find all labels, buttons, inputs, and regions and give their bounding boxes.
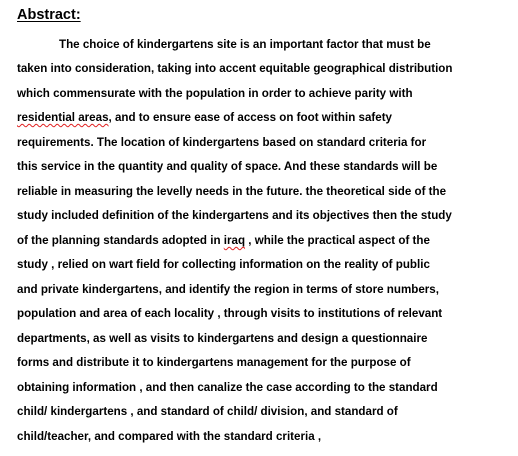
text-line-9-end: , while the practical aspect of the xyxy=(245,234,430,247)
text-line-15: obtaining information , and then canalize the case according to the standard xyxy=(17,381,438,394)
text-line-6: this service in the quantity and quality of space. And these standards will be xyxy=(17,160,438,173)
abstract-heading: Abstract: xyxy=(17,7,81,23)
text-line-4 xyxy=(17,110,392,126)
text-line-8: study included definition of the kindergartens and its objectives then the study xyxy=(17,209,452,222)
text-line-4-rest: , and to ensure ease of access on foot within safety xyxy=(108,111,393,124)
text-line-14: forms and distribute it to kindergartens management for the purpose of xyxy=(17,356,411,369)
text-line-11: and private kindergartens, and identify the region in terms of store numbers, xyxy=(17,283,439,296)
text-line-1: The choice of kindergartens site is an important factor that must be xyxy=(59,38,431,51)
text-line-2: taken into consideration, taking into accent equitable geographical distribution xyxy=(17,62,453,75)
text-line-16: child/ kindergartens , and standard of child/ division, and standard of xyxy=(17,405,398,418)
text-line-9-start: of the planning standards adopted in xyxy=(17,234,224,247)
text-line-9 xyxy=(17,233,430,249)
text-line-12: population and area of each locality , through visits to institutions of relevant xyxy=(17,307,443,320)
text-line-17: child/teacher, and compared with the standard criteria , xyxy=(17,430,322,443)
text-line-10: study , relied on wart field for collecting information on the reality of public xyxy=(17,258,430,271)
text-line-7: reliable in measuring the levelly needs in the future. the theoretical side of the xyxy=(17,185,447,198)
text-line-3: which commensurate with the population in order to achieve parity with xyxy=(17,87,413,100)
spellcheck-word-residential-areas: residential areas xyxy=(17,111,109,124)
text-line-13: departments, as well as visits to kindergartens and design a questionnaire xyxy=(17,332,428,345)
spellcheck-word-iraq: iraq xyxy=(223,234,246,247)
text-line-5: requirements. The location of kindergartens based on standard criteria for xyxy=(17,136,427,149)
